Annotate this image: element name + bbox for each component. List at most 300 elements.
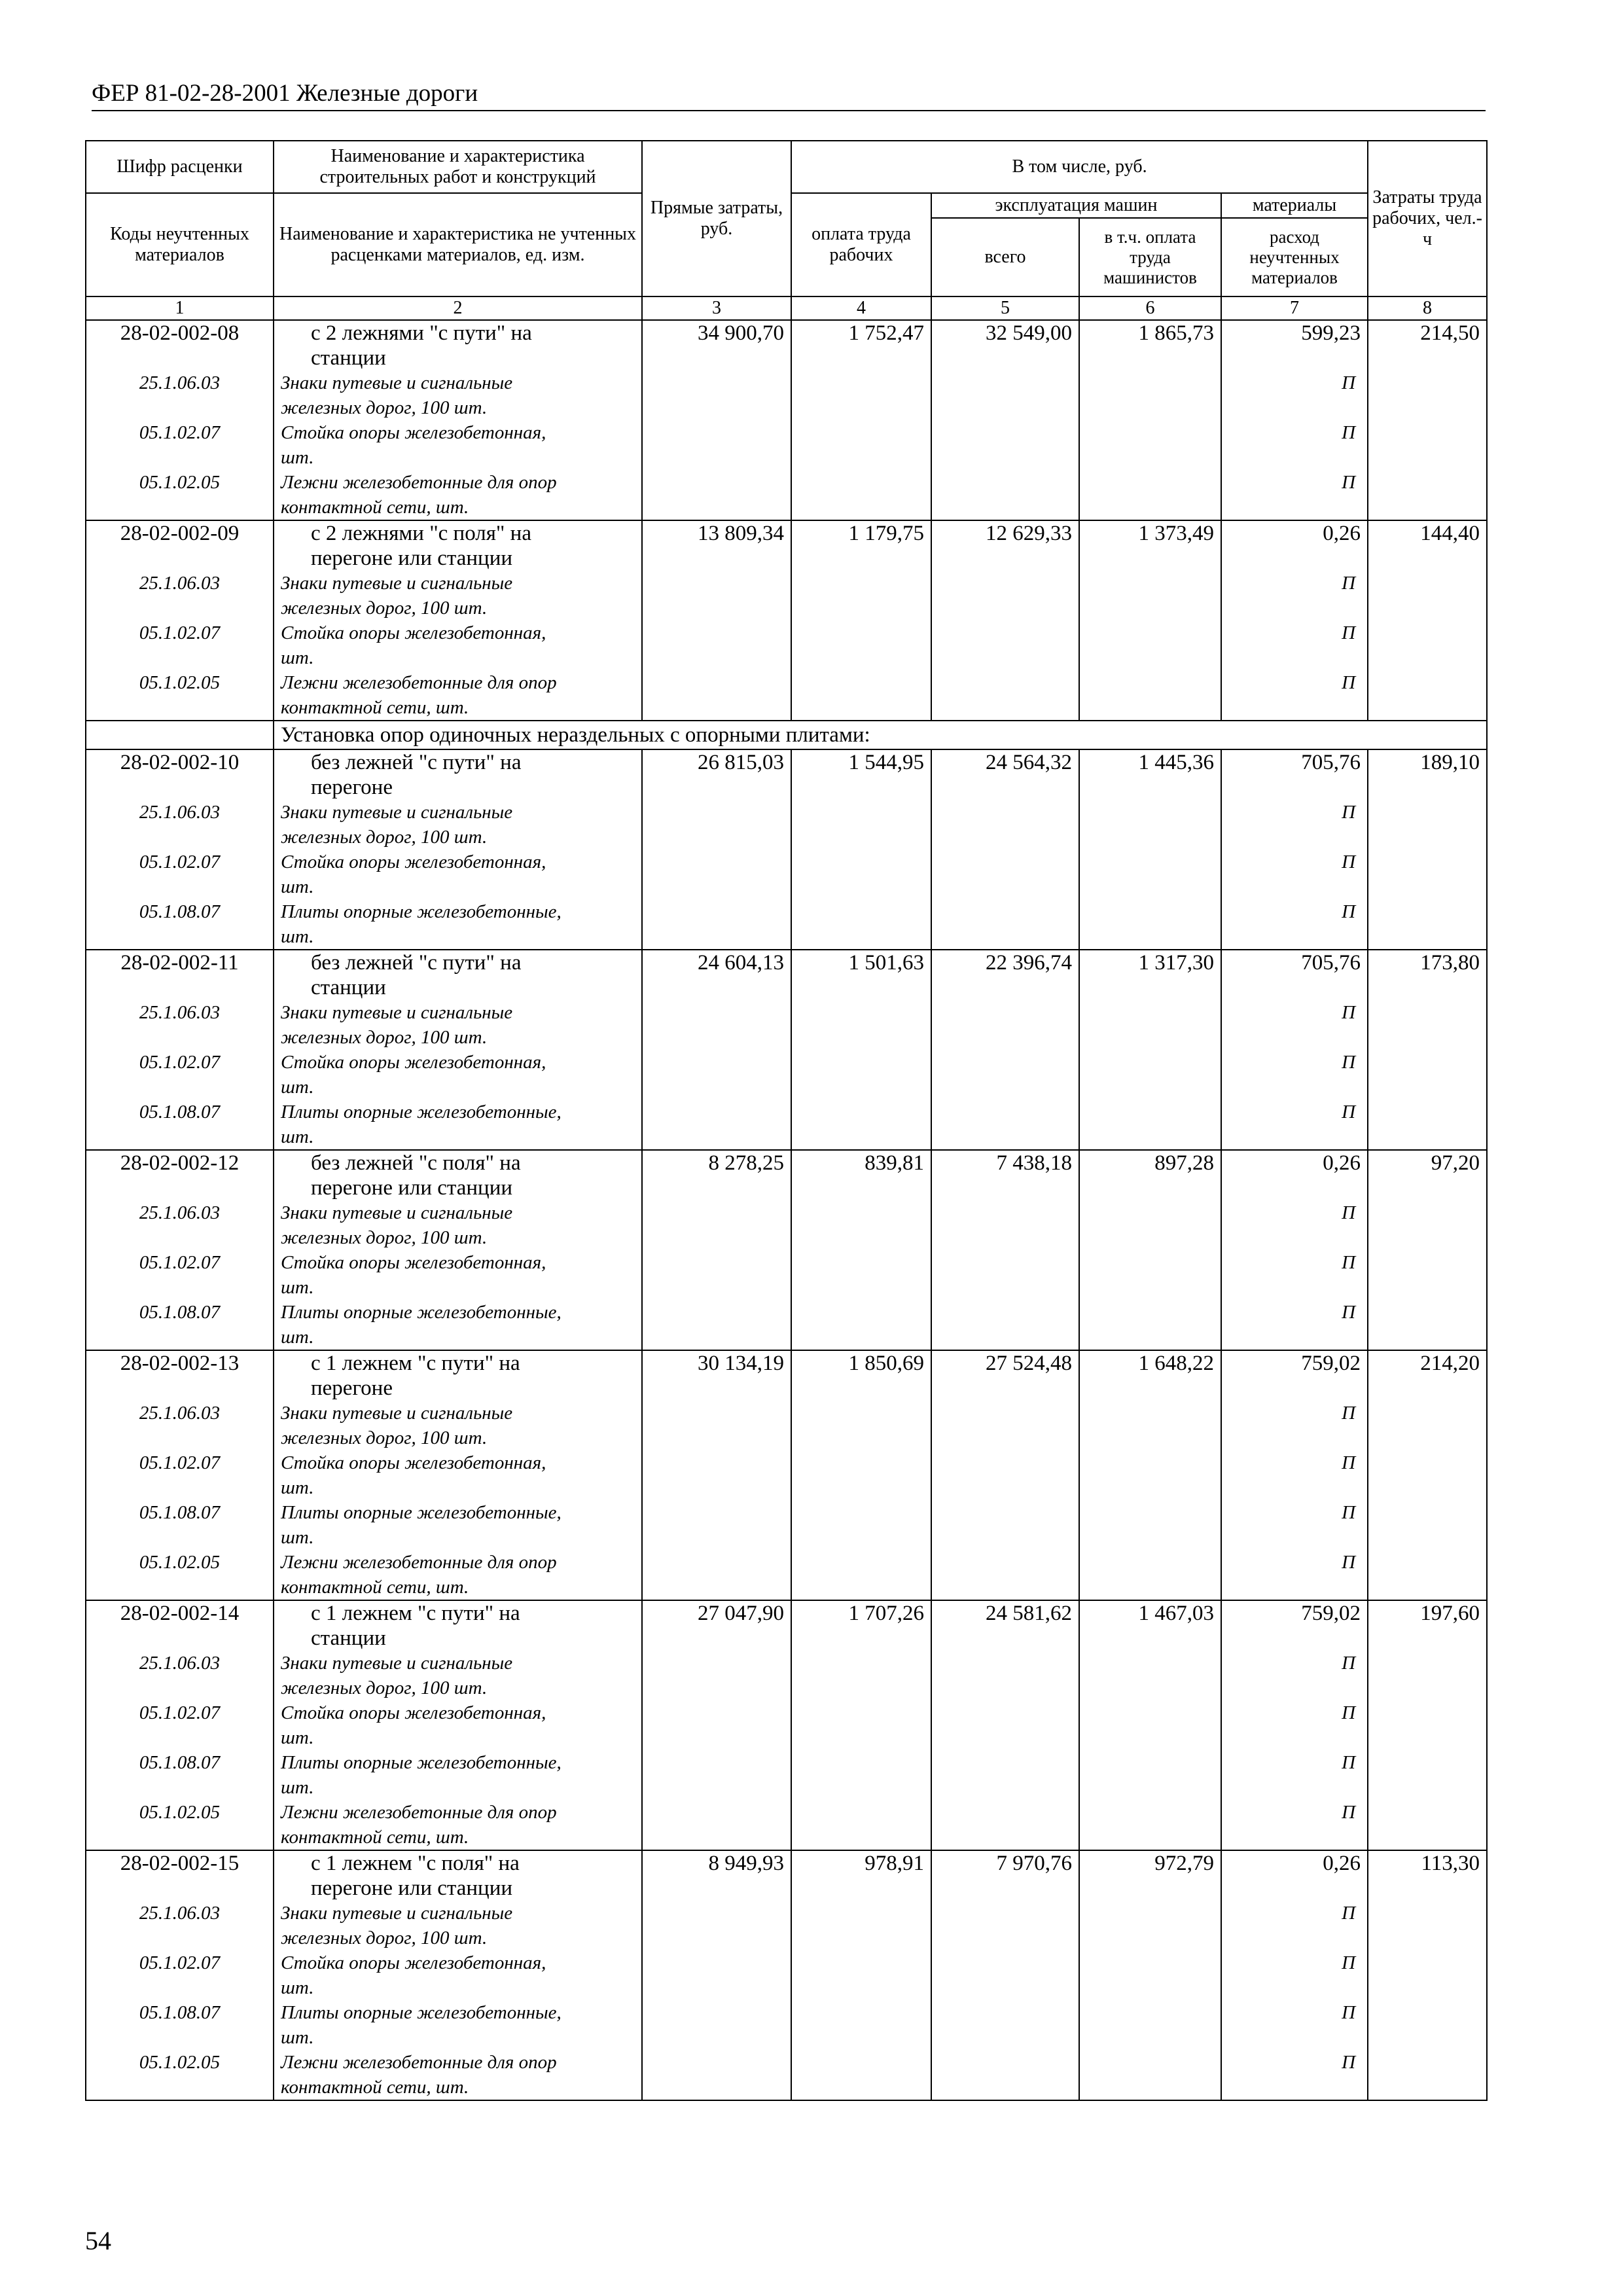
material-row (86, 1450, 1487, 1500)
labor-hours: 113,30 (1368, 1850, 1487, 1901)
empty-cell (1368, 470, 1487, 520)
material-code: 25.1.06.03 (86, 1651, 274, 1700)
direct-costs: 8 949,93 (642, 1850, 791, 1901)
table-row (86, 1150, 1487, 1200)
material-flag: П (1221, 420, 1368, 470)
material-row (86, 571, 1487, 620)
material-code: 05.1.08.07 (86, 1500, 274, 1550)
material-row (86, 670, 1487, 721)
machine-total: 24 581,62 (931, 1600, 1079, 1651)
empty-cell (791, 1901, 931, 1950)
material-flag: П (1221, 1300, 1368, 1350)
material-code: 05.1.08.07 (86, 1750, 274, 1800)
header-including: В том числе, руб. (791, 141, 1368, 193)
empty-cell (931, 620, 1079, 670)
line: Плиты опорные железобетонные, (281, 1102, 562, 1122)
machinist-pay: 1 865,73 (1079, 320, 1221, 370)
material-name (274, 800, 642, 850)
header-consumption: расход неучтенных материалов (1221, 218, 1368, 296)
line: шт. (281, 1777, 314, 1798)
empty-cell (791, 470, 931, 520)
materials-cost: 0,26 (1221, 520, 1368, 571)
empty-cell (1079, 1700, 1221, 1750)
material-name (274, 1200, 642, 1250)
rate-code: 28-02-002-15 (86, 1850, 274, 1901)
line: станции (311, 1626, 386, 1650)
line: Стойка опоры железобетонная, (281, 852, 546, 872)
work-name (274, 950, 642, 1000)
material-row (86, 470, 1487, 520)
line: Плиты опорные железобетонные, (281, 1752, 562, 1773)
empty-cell (791, 1651, 931, 1700)
line: станции (311, 346, 386, 370)
material-row (86, 1401, 1487, 1450)
empty-cell (642, 571, 791, 620)
machine-total: 32 549,00 (931, 320, 1079, 370)
material-flag: П (1221, 899, 1368, 950)
section-heading-row (86, 721, 1487, 749)
labor-hours: 214,20 (1368, 1350, 1487, 1401)
line: железных дорог, 100 шт. (281, 1928, 488, 1948)
machine-total: 27 524,48 (931, 1350, 1079, 1401)
materials-cost: 759,02 (1221, 1600, 1368, 1651)
material-row (86, 1250, 1487, 1300)
col-number: 2 (274, 296, 642, 320)
empty-cell (642, 370, 791, 420)
material-name (274, 670, 642, 721)
labor-pay: 1 179,75 (791, 520, 931, 571)
table-row (86, 1850, 1487, 1901)
material-row (86, 420, 1487, 470)
empty-cell (1368, 2050, 1487, 2100)
line: Лежни железобетонные для опор (281, 672, 557, 693)
material-row (86, 1200, 1487, 1250)
material-flag: П (1221, 1200, 1368, 1250)
line: Лежни железобетонные для опор (281, 472, 557, 493)
material-code: 05.1.02.05 (86, 470, 274, 520)
empty-cell (791, 1550, 931, 1600)
table-row (86, 749, 1487, 800)
material-flag: П (1221, 1651, 1368, 1700)
machinist-pay: 897,28 (1079, 1150, 1221, 1200)
empty-cell (1079, 1100, 1221, 1150)
material-flag: П (1221, 1050, 1368, 1100)
empty-cell (791, 1200, 931, 1250)
empty-cell (642, 1000, 791, 1050)
material-name (274, 899, 642, 950)
empty-cell (1079, 571, 1221, 620)
work-name (274, 1850, 642, 1901)
line: железных дорог, 100 шт. (281, 1427, 488, 1448)
line: Стойка опоры железобетонная, (281, 622, 546, 643)
material-row (86, 1651, 1487, 1700)
material-name (274, 1250, 642, 1300)
empty-cell (1368, 2000, 1487, 2050)
table-row (86, 320, 1487, 370)
labor-hours: 173,80 (1368, 950, 1487, 1000)
material-flag: П (1221, 370, 1368, 420)
material-code: 25.1.06.03 (86, 800, 274, 850)
col-number: 8 (1368, 296, 1487, 320)
material-name (274, 1401, 642, 1450)
empty-cell (931, 1401, 1079, 1450)
empty-cell (1368, 1250, 1487, 1300)
line: Знаки путевые и сигнальные (281, 1903, 513, 1924)
line: с 2 лежнями "с пути" на (311, 321, 532, 345)
empty-cell (1079, 1800, 1221, 1850)
col-number: 1 (86, 296, 274, 320)
labor-hours: 144,40 (1368, 520, 1487, 571)
table-row (86, 1350, 1487, 1401)
labor-pay: 1 707,26 (791, 1600, 931, 1651)
empty-cell (931, 2000, 1079, 2050)
section-empty-cell (86, 721, 274, 749)
work-name (274, 749, 642, 800)
line: Знаки путевые и сигнальные (281, 372, 513, 393)
machinist-pay: 1 445,36 (1079, 749, 1221, 800)
empty-cell (642, 1300, 791, 1350)
price-table (85, 140, 1488, 2101)
line: контактной сети, шт. (281, 2077, 469, 2098)
empty-cell (1079, 2050, 1221, 2100)
line: перегоне (311, 776, 393, 799)
empty-cell (642, 1401, 791, 1450)
empty-cell (1368, 1200, 1487, 1250)
machinist-pay: 1 467,03 (1079, 1600, 1221, 1651)
material-flag: П (1221, 1450, 1368, 1500)
labor-hours: 197,60 (1368, 1600, 1487, 1651)
material-row (86, 1901, 1487, 1950)
material-row (86, 1750, 1487, 1800)
empty-cell (1079, 1651, 1221, 1700)
material-name (274, 1750, 642, 1800)
direct-costs: 8 278,25 (642, 1150, 791, 1200)
empty-cell (1079, 1401, 1221, 1450)
empty-cell (642, 670, 791, 721)
line: перегоне или станции (311, 1176, 513, 1200)
material-code: 05.1.02.05 (86, 1550, 274, 1600)
line: шт. (281, 2027, 314, 2048)
material-code: 05.1.02.07 (86, 1050, 274, 1100)
line: с 1 лежнем "с пути" на (311, 1352, 520, 1375)
line: шт. (281, 1277, 314, 1298)
empty-cell (1079, 1200, 1221, 1250)
empty-cell (931, 1000, 1079, 1050)
direct-costs: 30 134,19 (642, 1350, 791, 1401)
empty-cell (1079, 2000, 1221, 2050)
empty-cell (791, 1800, 931, 1850)
empty-cell (1079, 1000, 1221, 1050)
labor-pay: 1 752,47 (791, 320, 931, 370)
line: шт. (281, 876, 314, 897)
material-flag: П (1221, 1800, 1368, 1850)
material-row (86, 800, 1487, 850)
empty-cell (1079, 1450, 1221, 1500)
empty-cell (642, 1700, 791, 1750)
line: железных дорог, 100 шт. (281, 1677, 488, 1698)
machine-total: 22 396,74 (931, 950, 1079, 1000)
empty-cell (642, 899, 791, 950)
empty-cell (931, 1500, 1079, 1550)
empty-cell (1079, 620, 1221, 670)
line: Лежни железобетонные для опор (281, 2052, 557, 2073)
empty-cell (1368, 1500, 1487, 1550)
empty-cell (1368, 1450, 1487, 1500)
empty-cell (642, 800, 791, 850)
line: контактной сети, шт. (281, 497, 469, 518)
empty-cell (1079, 1750, 1221, 1800)
line: шт. (281, 1327, 314, 1348)
line: с 1 лежнем "с пути" на (311, 1602, 520, 1625)
empty-cell (1079, 420, 1221, 470)
rate-code: 28-02-002-09 (86, 520, 274, 571)
empty-cell (1079, 670, 1221, 721)
empty-cell (791, 420, 931, 470)
col-number: 4 (791, 296, 931, 320)
line: Стойка опоры железобетонная, (281, 1702, 546, 1723)
line: Плиты опорные железобетонные, (281, 901, 562, 922)
header-incl-machinists: в т.ч. оплата труда машинистов (1079, 218, 1221, 296)
empty-cell (931, 850, 1079, 899)
material-name (274, 1300, 642, 1350)
rate-code: 28-02-002-13 (86, 1350, 274, 1401)
material-name (274, 2000, 642, 2050)
empty-cell (791, 1000, 931, 1050)
empty-cell (791, 850, 931, 899)
empty-cell (791, 1250, 931, 1300)
empty-cell (1368, 850, 1487, 899)
material-code: 05.1.02.07 (86, 1450, 274, 1500)
empty-cell (642, 1750, 791, 1800)
section-heading: Установка опор одиночных нераздельных с опорными плитами: (274, 721, 1487, 749)
empty-cell (1368, 1800, 1487, 1850)
empty-cell (931, 571, 1079, 620)
empty-cell (642, 1450, 791, 1500)
empty-cell (1368, 370, 1487, 420)
material-row (86, 370, 1487, 420)
empty-cell (931, 1450, 1079, 1500)
empty-cell (642, 1800, 791, 1850)
material-name (274, 470, 642, 520)
empty-cell (1079, 1500, 1221, 1550)
material-flag: П (1221, 1550, 1368, 1600)
empty-cell (1079, 1050, 1221, 1100)
material-name (274, 1901, 642, 1950)
empty-cell (791, 370, 931, 420)
line: шт. (281, 1077, 314, 1098)
machinist-pay: 1 373,49 (1079, 520, 1221, 571)
material-row (86, 850, 1487, 899)
empty-cell (1368, 1651, 1487, 1700)
table-body (86, 320, 1487, 2100)
empty-cell (791, 2000, 931, 2050)
empty-cell (791, 1401, 931, 1450)
empty-cell (931, 899, 1079, 950)
empty-cell (642, 850, 791, 899)
line: шт. (281, 1126, 314, 1147)
empty-cell (1368, 620, 1487, 670)
empty-cell (1079, 470, 1221, 520)
empty-cell (791, 1950, 931, 2000)
empty-cell (931, 1250, 1079, 1300)
material-code: 25.1.06.03 (86, 1901, 274, 1950)
material-code: 05.1.02.07 (86, 1700, 274, 1750)
material-flag: П (1221, 1401, 1368, 1450)
empty-cell (1368, 1901, 1487, 1950)
empty-cell (791, 800, 931, 850)
empty-cell (791, 1300, 931, 1350)
empty-cell (1079, 1300, 1221, 1350)
material-row (86, 1300, 1487, 1350)
empty-cell (1368, 899, 1487, 950)
labor-pay: 1 544,95 (791, 749, 931, 800)
line: с 1 лежнем "с поля" на (311, 1852, 520, 1875)
material-code: 05.1.08.07 (86, 1300, 274, 1350)
line: Знаки путевые и сигнальные (281, 1653, 513, 1674)
line: Стойка опоры железобетонная, (281, 1252, 546, 1273)
material-row (86, 1000, 1487, 1050)
table-header (86, 141, 1487, 320)
table-row (86, 950, 1487, 1000)
empty-cell (642, 2050, 791, 2100)
line: Знаки путевые и сигнальные (281, 573, 513, 594)
line: Знаки путевые и сигнальные (281, 802, 513, 823)
line: шт. (281, 1977, 314, 1998)
material-row (86, 2000, 1487, 2050)
line: шт. (281, 1527, 314, 1548)
empty-cell (1368, 1300, 1487, 1350)
material-code: 25.1.06.03 (86, 1200, 274, 1250)
empty-cell (931, 800, 1079, 850)
header-direct-costs: Прямые затраты, руб. (642, 141, 791, 296)
materials-cost: 599,23 (1221, 320, 1368, 370)
empty-cell (931, 670, 1079, 721)
line: без лежней "с поля" на (311, 1151, 521, 1175)
line: Знаки путевые и сигнальные (281, 1202, 513, 1223)
col-number: 6 (1079, 296, 1221, 320)
material-row (86, 2050, 1487, 2100)
line: железных дорог, 100 шт. (281, 1227, 488, 1248)
header-name-top: Наименование и характеристика строительных работ и конструкций (274, 141, 642, 193)
material-name (274, 1000, 642, 1050)
line: шт. (281, 647, 314, 668)
empty-cell (642, 1500, 791, 1550)
empty-cell (1079, 1550, 1221, 1600)
table-row (86, 520, 1487, 571)
material-flag: П (1221, 1950, 1368, 2000)
work-name (274, 320, 642, 370)
empty-cell (931, 370, 1079, 420)
material-name (274, 1800, 642, 1850)
empty-cell (931, 1750, 1079, 1800)
empty-cell (1368, 1401, 1487, 1450)
header-materials: материалы (1221, 193, 1368, 218)
labor-pay: 1 501,63 (791, 950, 931, 1000)
material-name (274, 1450, 642, 1500)
line: Плиты опорные железобетонные, (281, 1502, 562, 1523)
empty-cell (1079, 1250, 1221, 1300)
material-row (86, 1100, 1487, 1150)
work-name (274, 1150, 642, 1200)
empty-cell (1368, 1050, 1487, 1100)
line: Лежни железобетонные для опор (281, 1802, 557, 1823)
direct-costs: 24 604,13 (642, 950, 791, 1000)
material-code: 05.1.02.05 (86, 2050, 274, 2100)
material-name (274, 1700, 642, 1750)
empty-cell (791, 620, 931, 670)
empty-cell (642, 1550, 791, 1600)
labor-pay: 978,91 (791, 1850, 931, 1901)
empty-cell (1079, 850, 1221, 899)
material-flag: П (1221, 2050, 1368, 2100)
line: перегоне (311, 1376, 393, 1400)
labor-hours: 97,20 (1368, 1150, 1487, 1200)
material-code: 05.1.02.05 (86, 670, 274, 721)
materials-cost: 759,02 (1221, 1350, 1368, 1401)
line: перегоне или станции (311, 547, 513, 570)
machine-total: 7 438,18 (931, 1150, 1079, 1200)
line: контактной сети, шт. (281, 697, 469, 718)
material-name (274, 1950, 642, 2000)
empty-cell (642, 1651, 791, 1700)
empty-cell (642, 1901, 791, 1950)
line: Знаки путевые и сигнальные (281, 1403, 513, 1424)
machinist-pay: 1 317,30 (1079, 950, 1221, 1000)
empty-cell (642, 1250, 791, 1300)
empty-cell (642, 2000, 791, 2050)
material-flag: П (1221, 1750, 1368, 1800)
col-number: 5 (931, 296, 1079, 320)
machine-total: 12 629,33 (931, 520, 1079, 571)
rate-code: 28-02-002-08 (86, 320, 274, 370)
empty-cell (642, 470, 791, 520)
material-flag: П (1221, 2000, 1368, 2050)
empty-cell (1368, 800, 1487, 850)
empty-cell (931, 1100, 1079, 1150)
material-code: 05.1.08.07 (86, 1100, 274, 1150)
empty-cell (791, 571, 931, 620)
materials-cost: 0,26 (1221, 1150, 1368, 1200)
material-code: 05.1.02.07 (86, 620, 274, 670)
material-flag: П (1221, 571, 1368, 620)
material-flag: П (1221, 850, 1368, 899)
col-number: 7 (1221, 296, 1368, 320)
line: Знаки путевые и сигнальные (281, 1002, 513, 1023)
line: станции (311, 976, 386, 999)
line: Лежни железобетонные для опор (281, 1552, 557, 1573)
empty-cell (642, 1200, 791, 1250)
material-code: 25.1.06.03 (86, 1401, 274, 1450)
empty-cell (791, 1750, 931, 1800)
header-labor-costs: Затраты труда рабочих, чел.-ч (1368, 141, 1487, 296)
header-total: всего (931, 218, 1079, 296)
line: железных дорог, 100 шт. (281, 598, 488, 619)
empty-cell (791, 1450, 931, 1500)
empty-cell (931, 1901, 1079, 1950)
header-codes: Коды неучтенных материалов (86, 193, 274, 296)
empty-cell (791, 899, 931, 950)
material-name (274, 1050, 642, 1100)
labor-pay: 1 850,69 (791, 1350, 931, 1401)
material-row (86, 620, 1487, 670)
direct-costs: 13 809,34 (642, 520, 791, 571)
empty-cell (791, 2050, 931, 2100)
line: Стойка опоры железобетонная, (281, 1952, 546, 1973)
empty-cell (931, 1800, 1079, 1850)
header-labor-pay: оплата труда рабочих (791, 193, 931, 296)
empty-cell (1079, 899, 1221, 950)
material-row (86, 1800, 1487, 1850)
